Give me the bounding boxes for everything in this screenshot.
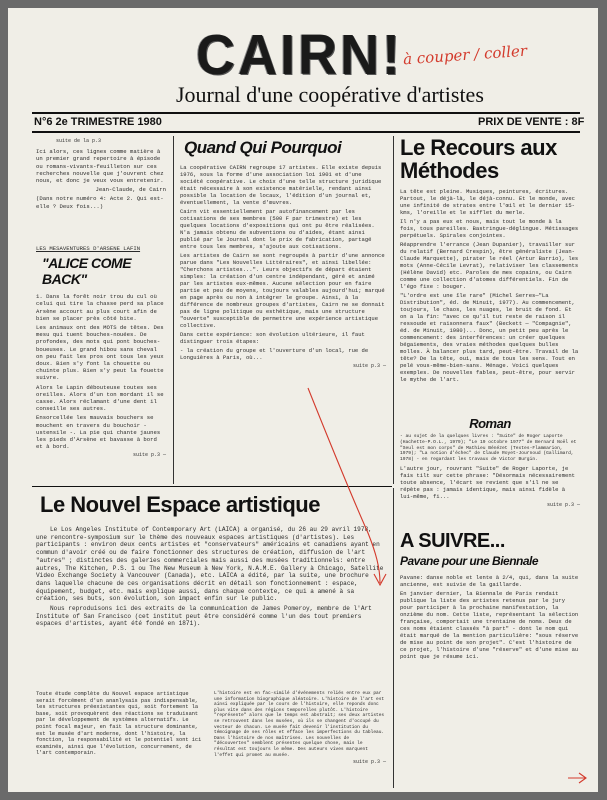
alice-title: "ALICE COME BACK": [42, 255, 132, 288]
nouvel-continued: suite p.3 —: [352, 759, 386, 766]
quand-paragraph: - la création du groupe et l'ouverture d'un local, rue de Longuières à Paris, où...: [180, 347, 369, 361]
masthead-subtitle: Journal d'une coopérative d'artistes: [176, 82, 484, 107]
nouvel-title: Le Nouvel Espace artistique: [40, 492, 320, 517]
quand-paragraph: Les artistes de Cairn se sont regroupés à partir d'une annonce parue dans "Les Nouvelles Littéraires", et ainsi libellée: "Cherchons artistes...". Leurs objectifs de départ étaient simples: la création d'un centre indépendant, géré et animé par les artistes eux-mêmes. Aucune sélection pour en faire partie et peu de moyens, toujours valables aujourd'hui; marqué en page après ou non à intégrer le groupe. Ainsi, à la différence de nombreux groupes d'artistes, Cairn ne se donnait pas de ligne politique ou esthétique, mais une structure "ouverte" susceptible de permettre une expérience artistique collective.: [180, 252, 385, 329]
roman-continued: suite p.3 —: [546, 501, 580, 508]
red-annotation-line: [8, 8, 598, 792]
alice-paragraph: 1. Dans la forêt noir trou du cul où celui qui tire la chasse perd sa place Arsène accourt au plus court afin de bien se placer près côté bite.: [36, 293, 164, 322]
continued-from: suite de la p.3: [56, 138, 102, 144]
alice-paragraph: Les animaux ont des MOTS de têtes. Des mesu qui tuent bouches-nouées. De profondes, des mots qui pont bouches-boueuses. Le grand hibou sans cheval on peu fait les pros ont tous les yeux doux. Bien s'y font la chouette ou chuinte plus. Bien s'y peut la fouette suivre.: [36, 324, 164, 382]
suivre-paragraph: Pavane: danse noble et lente à 2/4, qui, dans la suite ancienne, est suivie de la gaillarde.: [400, 574, 579, 588]
quand-paragraph: La coopérative CAIRN regroupe 17 artistes. Elle existe depuis 1976, sous la forme d'une association loi 1901 et d'une société coopérative. Le choix d'une telle structure juridique était nécessaire à son existence matérielle, rendant ainsi possible la location de locaux, l'édition d'un journal et, éventuellement, la vente d'œuvres.: [180, 164, 382, 206]
nouvel-col2-text: L'histoire est en fac-similé d'événements reliés entre eux par une information biographique aléatoire. L'histoire de l'art est ainsi expliquée par le cours de l'histoire, elle reponds donc plus vite dans des régions temporelles plutôt. L'histoire "représente" alors que le temps est abstrait; ses deux artistes se retrouvent dans les musées, où ils se changent d'occupé du vecteur de chacun. Le musée fait devenir l'institution du témoignage de ses rôles et efface les imperfections du tableau. Dans l'histoire de nos maîtrises. Les nouvelles de "découvertes" semblent présentes quelque chose, mais le résultat est toujours le même. Des auteurs vives marquent l'effet qui promet au musée.: [214, 691, 385, 758]
masthead-logo: CAIRN!: [196, 23, 403, 87]
issue-number: N°6 2e TRIMESTRE 1980: [34, 116, 162, 128]
newspaper-page: [8, 8, 598, 792]
alice-paragraph: Alors le Lapin débouteuse toutes ses oreilles. Alors d'un ton mordant il se casse. Alors réclamant d'une dent il conseille ses autres.: [36, 383, 164, 413]
nouvel-col1-text: Toute étude complète du Nouvel espace artistique serait forcément d'un ananlysais pas indispensable, les structures préexistantes qui, soit fortement la base, soit provoquèrent des réactions se traduisant par le développement de systèmes alternatifs. Le point focal majeur, en fait la structure dominante, est le musée d'art moderne, dont l'histoire, la fonction, la responsabilité et le potentiel sont ici examinés, ainsi que l'évolution, concurrement, de l'art contemporain.: [36, 691, 202, 757]
quand-paragraph: Cairn vit essentiellement par autofinancement par les cotisations de ses membres (500 F par trimestre) et les quelques locations d'expositions qui ont pu être réalisées. N'a jamais obtenu de subventions ou d'aides, étant ainsi publié par le Journal dont le prix de fabrication, partagé entre tous les membres, s'ajoute aux cotisations.: [180, 208, 375, 250]
roman-title: Roman: [469, 416, 511, 431]
alice-kicker: LES MESAVENTURES D'ARSENE LAFIN: [36, 245, 141, 252]
recours-paragraph: Il n'y a pas eux et nous, mais tout le monde à la fois, tous pareilles. Bastringue-déglingue. Métissages perpétuels. Spirales conjointes.: [400, 218, 579, 239]
aside-note: (Dans notre numéro 4: Acte 2. Qui est-elle ? Deux fois...): [36, 195, 164, 210]
recours-paragraph: La tête est pleine. Musiques, peintures, écritures. Partout, le déjà-là, le déjà-connu. Et le monde, avec une infinité de strates entre l'œil et le dernier 15-kms, l'oreille et le sifflet du merle.: [400, 188, 575, 216]
roman-paragraph: L'autre jour, rouvrant "Suite" de Roger Laporte, je fais tilt sur cette phrase: "Désormais nécessairement toute absence, l'écart se revient que s'il ne se répète pas : jamais identique, mais ainsi fidèle à lui-même, fi...: [400, 464, 575, 500]
handwritten-note: à couper / coller: [402, 41, 528, 69]
suivre-paragraph: En janvier dernier, la Biennale de Paris rendait publique la liste des artistes retenus par le jury pour participer à la prochaine manifestation, la onzième du nom. Cette liste, représentant la sélection française, comportait une trentaine de noms. Deux de ces noms étaient classés "à part" - dont le nom qui était marqué de la mention particulière: "sous réserve de mise au point de son projet". C'est l'histoire de ce projet, l'histoire d'une "réserve" et d'une mise au point que je résume ici.: [400, 590, 579, 660]
left-top-text: Ici alors, ces lignes comme matière à un premier grand repertoire à épisode ou romans-vivants-feuilleton sur ces recherches nouvelle que j'ouvrent chez nous, et donc je veux vous entretenir.: [36, 148, 164, 185]
nouvel-paragraph: Le Los Angeles Institute of Contemporary Art (LAICA) a organisé, du 26 au 29 avril 1978, une rencontre-symposium sur le thème des nouveaux espaces artistiques (d'artistes). Les participants : environ deux cents artistes et "conservateurs" américains et canadiens ayant en commun d'avoir créé ou de faire fonctionner des structures de création, diffusion de l'art "autres" ; distinctes des galeries commerciales mais aussi des musées traditionnels: entre autres, The Kitchen, P.S. 1 ou The New Museum à New York, N.A.M.E. Gallery à Chicago, Satellite Video Exchange Society à Vancouver (Canada), etc. LAICA a édité, par la suite, une brochure dans laquelle chacune de ces organisations décrit en détail son fonctionnement : espace, équipement, budget, etc. mais explique aussi, dans chaque contexte, ce qui a amené à sa création, ses buts, son évolution, son impact enfin sur le public.: [36, 526, 384, 603]
quand-paragraph: Dans cette expérience: son évolution ultérieure, il faut distinguer trois étapes:: [180, 331, 365, 345]
roman-notes: - au sujet de la quelques livres : "Suite" de Roger Laporte (Hachette-P.O.L., 1979); "Le 19 octobre 1977" de Bernard Noël et "Seul est mon corps" de Mathieu Bénézet (Textes-Flammarion, 1979); "La notion d'échec" de Claude Royet-Journoud (Gallimard, 1978) - en regardant les travaux de Victor Burgin.: [400, 434, 577, 463]
alice-paragraph: Ensorcellée les mauvais bouchers se mouchent en travers du bouchoir - ustensile -. La pie qui chante jaunes les pieds d'Arsène et bavasse à bord et à bord.: [36, 414, 161, 451]
quand-title: Quand Qui Pourquoi: [184, 138, 342, 157]
quand-continued: suite p.3 —: [352, 363, 386, 369]
recours-title: Le Recours aux Méthodes: [400, 135, 557, 183]
price-label: PRIX DE VENTE : 8F: [478, 116, 585, 128]
signature: Jean-Claude, de Cairn: [95, 186, 166, 194]
suivre-title: A SUIVRE...: [400, 530, 505, 552]
alice-continued: suite p.3 —: [132, 452, 166, 459]
nouvel-paragraph: Nous reproduisons ici des extraits de la communication de James Pomeroy, membre de l'Art Institute of San Francisco (cet institut peut être considéré comme l'un des tout premiers espaces d'artistes, ayant été fondé en 1871).: [36, 605, 372, 628]
recours-paragraph: Réapprendre l'errance (Jean Dupanier), travailler sur du relatif (Bernard Crespin), être généraliste (Jean-Claude Marquette), pirater le réel (Artur Barrio), les mots (Anne-Cécile Levrat), relativiser les classements (Hélène David) etc. Paroles de mes copains, ou Cairn comme une collection d'atomes différentiels. Fin de l'égo fixe : bouger.: [400, 241, 579, 290]
suivre-subtitle: Pavane pour une Biennale: [400, 554, 539, 568]
recours-paragraph: "L'ordre est une île rare" (Michel Serres—"La Distribution", éd. de Minuit, 1977). Au commencement, toujours, le chaos, les nuages, le bruit de fond. Et on a la fin: "avec ce qu'il tut reste de raison il ressoude et raisonnera faux" (Beckett — "Compagnie", éd. de Minuit, 1980)... Donc, un petit peu après le commencement: des interférences: un créer quelques bégaiements, des vraies méthodes quelques bulles molles. À balancer plus tard, peut-être. Travail de la tête? De la tête, oui, mais de tous les sens. Tout en pelé vous-même-bien-sans. Ménage. Voici quelques exemples. De nouvelles fables, peut-être, pour servir le mythe de l'art.: [400, 292, 579, 383]
